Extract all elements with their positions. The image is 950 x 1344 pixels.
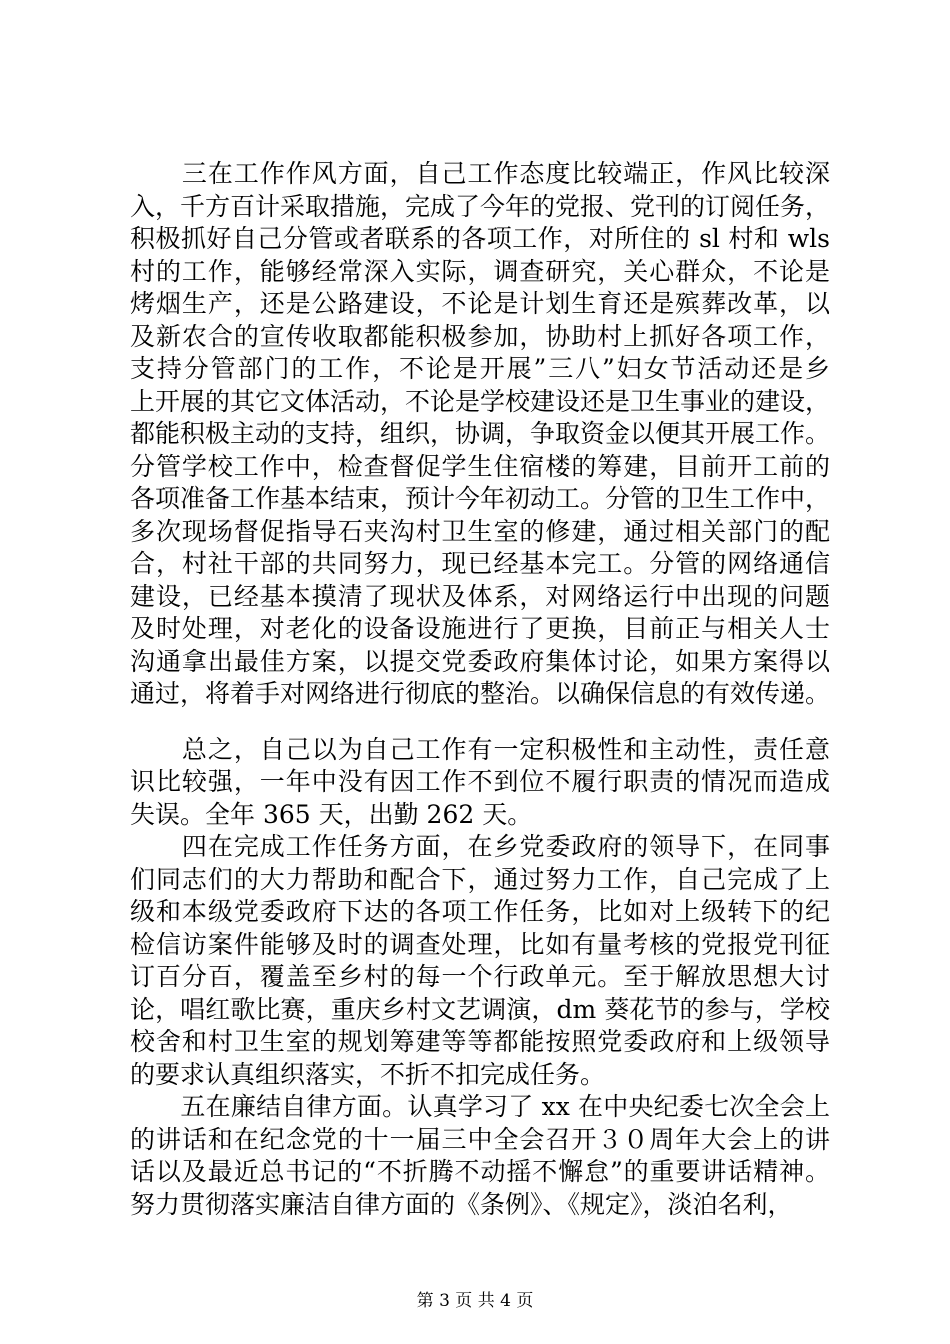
text-line: 四在完成工作任务方面，在乡党委政府的领导下，在同事 bbox=[130, 832, 830, 861]
paragraph-gap bbox=[130, 711, 830, 734]
text-line: 检信访案件能够及时的调查处理，比如有量考核的党报党刊征 bbox=[130, 929, 830, 959]
text-line: 五在廉结自律方面。认真学习了 xx 在中央纪委七次全会上 bbox=[130, 1092, 830, 1121]
text-line: 总之，自己以为自己工作有一定积极性和主动性，责任意 bbox=[130, 734, 830, 764]
paragraph bbox=[130, 158, 830, 711]
text-line: 都能积极主动的支持，组织，协调，争取资金以便其开展工作。 bbox=[130, 419, 831, 448]
text-line: 话以及最近总书记的“不折腾不动摇不懈怠”的重要讲话精神。 bbox=[130, 1157, 830, 1186]
text-line: 三在工作作风方面，自己工作态度比较端正，作风比较深 bbox=[130, 159, 830, 188]
text-line: 分管学校工作中，检查督促学生住宿楼的筹建，目前开工前的 bbox=[130, 451, 830, 481]
text-line: 多次现场督促指导石夹沟村卫生室的修建，通过相关部门的配 bbox=[130, 516, 830, 546]
text-line: 们同志们的大力帮助和配合下，通过努力工作，自己完成了上 bbox=[130, 864, 830, 894]
page-footer: 第 3 页 共 4 页 bbox=[416, 1291, 534, 1311]
text-line: 上开展的其它文体活动，不论是学校建设还是卫生事业的建设， bbox=[130, 386, 831, 416]
paragraph bbox=[130, 831, 830, 1091]
text-line: 建设，已经基本摸清了现状及体系，对网络运行中出现的问题 bbox=[130, 581, 830, 611]
text-line: 入，千方百计采取措施，完成了今年的党报、党刊的订阅任务， bbox=[130, 191, 831, 221]
text-line: 的要求认真组织落实，不折不扣完成任务。 bbox=[130, 1059, 606, 1089]
text-line: 级和本级党委政府下达的各项工作任务，比如对上级转下的纪 bbox=[130, 897, 830, 926]
text-line: 村的工作，能够经常深入实际，调查研究，关心群众，不论是 bbox=[130, 256, 830, 286]
text-line: 努力贯彻落实廉洁自律方面的《条例》、《规定》，淡泊名利， bbox=[130, 1189, 793, 1219]
text-line: 合，村社干部的共同努力，现已经基本完工。分管的网络通信 bbox=[130, 549, 830, 578]
paragraph bbox=[130, 1091, 830, 1221]
document-body bbox=[130, 158, 830, 1221]
text-line: 各项准备工作基本结束，预计今年初动工。分管的卫生工作中， bbox=[130, 484, 831, 513]
text-line: 烤烟生产，还是公路建设，不论是计划生育还是殡葬改革，以 bbox=[130, 289, 830, 318]
text-line: 积极抓好自己分管或者联系的各项工作，对所住的 sl 村和 wls bbox=[130, 224, 830, 253]
text-line: 订百分百，覆盖至乡村的每一个行政单元。至于解放思想大讨 bbox=[130, 962, 830, 991]
text-line: 的讲话和在纪念党的十一届三中全会召开３０周年大会上的讲 bbox=[130, 1124, 830, 1154]
text-line: 通过，将着手对网络进行彻底的整治。以确保信息的有效传递。 bbox=[130, 679, 831, 708]
text-line: 及新农合的宣传收取都能积极参加，协助村上抓好各项工作， bbox=[130, 321, 830, 351]
text-line: 校舍和村卫生室的规划筹建等等都能按照党委政府和上级领导 bbox=[130, 1027, 830, 1056]
text-line: 失误。全年 365 天，出勤 262 天。 bbox=[130, 799, 533, 829]
text-line: 沟通拿出最佳方案，以提交党委政府集体讨论，如果方案得以 bbox=[130, 646, 830, 676]
text-line: 及时处理，对老化的设备设施进行了更换，目前正与相关人士 bbox=[130, 614, 830, 643]
text-line: 支持分管部门的工作，不论是开展”三八”妇女节活动还是乡 bbox=[130, 354, 830, 383]
text-line: 论，唱红歌比赛，重庆乡村文艺调演，dm 葵花节的参与，学校 bbox=[130, 994, 830, 1024]
text-line: 识比较强，一年中没有因工作不到位不履行职责的情况而造成 bbox=[130, 767, 830, 796]
paragraph bbox=[130, 734, 830, 832]
